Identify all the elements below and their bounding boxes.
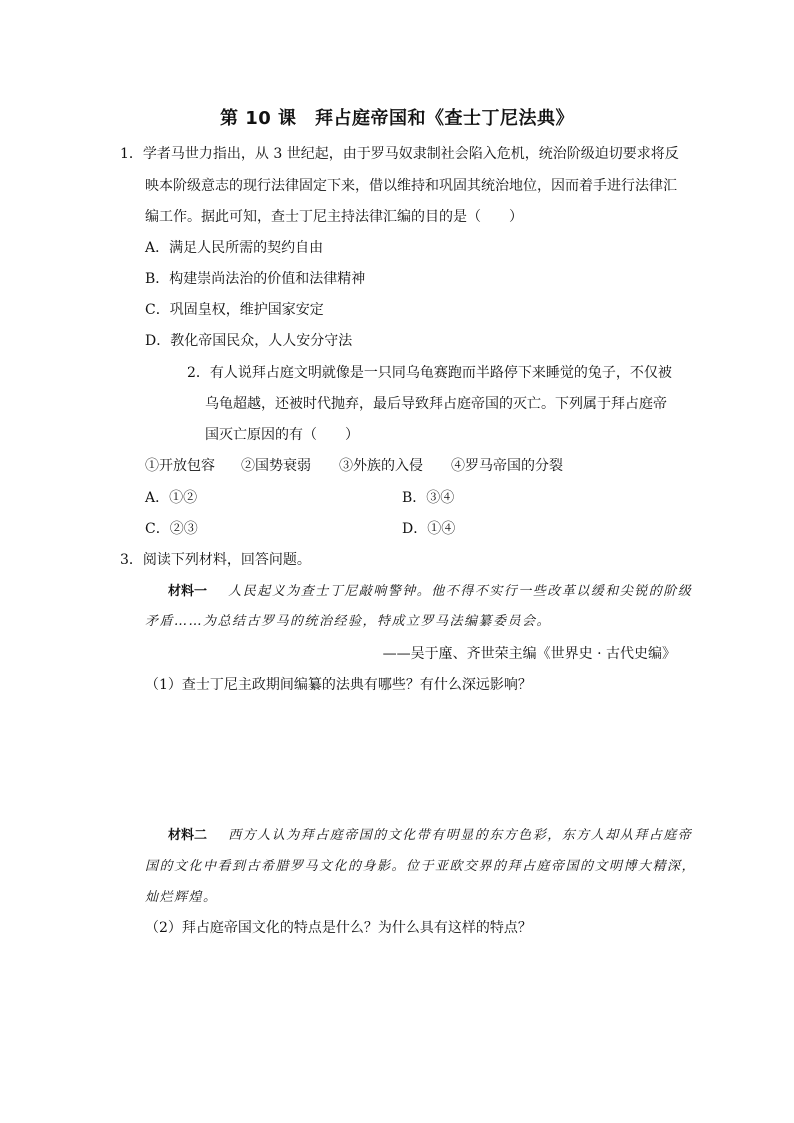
q2-option-a: A．①②: [145, 490, 198, 506]
q1-option-c: C．巩固皇权，维护国家安定: [145, 302, 324, 318]
q1-line-2: 映本阶级意志的现行法律固定下来，借以维持和巩固其统治地位，因而着手进行法律汇: [145, 178, 677, 194]
q1-option-d: D．教化帝国民众，人人安分守法: [145, 333, 353, 349]
material-1-line-2: 矛盾……为总结古罗马的统治经验，特成立罗马法编纂委员会。: [145, 614, 552, 629]
q2-items-row: [145, 456, 563, 476]
q1-option-b: B．构建崇尚法治的价值和法律精神: [145, 271, 366, 287]
material-1-line-1: [168, 582, 692, 602]
q1-line-1: 1．学者马世力指出，从 3 世纪起，由于罗马奴隶制社会陷入危机，统治阶级迫切要求将反: [120, 146, 679, 162]
q1-option-a: A．满足人民所需的契约自由: [145, 240, 324, 256]
material-1-text-1: 人民起义为查士丁尼敲响警钟。他不得不实行一些改革以缓和尖锐的阶级: [228, 584, 693, 599]
q2-line-2: 乌龟超越，还被时代抛弃，最后导致拜占庭帝国的灭亡。下列属于拜占庭帝: [205, 396, 667, 412]
q2-item-3: ③外族的入侵: [339, 458, 423, 474]
q2-item-1: ①开放包容: [145, 458, 215, 474]
q1-line-3: 编工作。据此可知，查士丁尼主持法律汇编的目的是（ ）: [145, 209, 523, 225]
q2-line-3: 国灭亡原因的有（ ）: [205, 427, 359, 443]
material-2-line-3: 灿烂辉煌。: [145, 890, 218, 905]
material-2-text-1: 西方人认为拜占庭帝国的文化带有明显的东方色彩，东方人却从拜占庭帝: [228, 828, 693, 843]
q3-stem: 3．阅读下列材料，回答问题。: [120, 552, 311, 568]
material-2-line-1: [168, 826, 692, 846]
material-1-source: ——吴于廑、齐世荣主编《世界史 · 古代史编》: [382, 646, 676, 662]
material-2-line-2: 国的文化中看到古希腊罗马文化的身影。位于亚欧交界的拜占庭帝国的文明博大精深，: [145, 859, 697, 874]
q2-option-b: B．③④: [402, 490, 455, 506]
q2-option-d: D．①④: [402, 521, 456, 537]
q2-item-4: ④罗马帝国的分裂: [451, 458, 563, 474]
material-1-label: 材料一: [168, 584, 208, 599]
page-title: 第 10 课 拜占庭帝国和《查士丁尼法典》: [219, 108, 575, 129]
q3-subquestion-2: （2）拜占庭帝国文化的特点是什么？为什么具有这样的特点？: [145, 920, 532, 936]
q2-option-c: C．②③: [145, 521, 198, 537]
material-2-label: 材料二: [168, 828, 208, 843]
q3-subquestion-1: （1）查士丁尼主政期间编纂的法典有哪些？有什么深远影响？: [145, 677, 532, 693]
q2-line-1: 2．有人说拜占庭文明就像是一只同乌龟赛跑而半路停下来睡觉的兔子，不仅被: [187, 365, 672, 381]
q2-item-2: ②国势衰弱: [241, 458, 311, 474]
